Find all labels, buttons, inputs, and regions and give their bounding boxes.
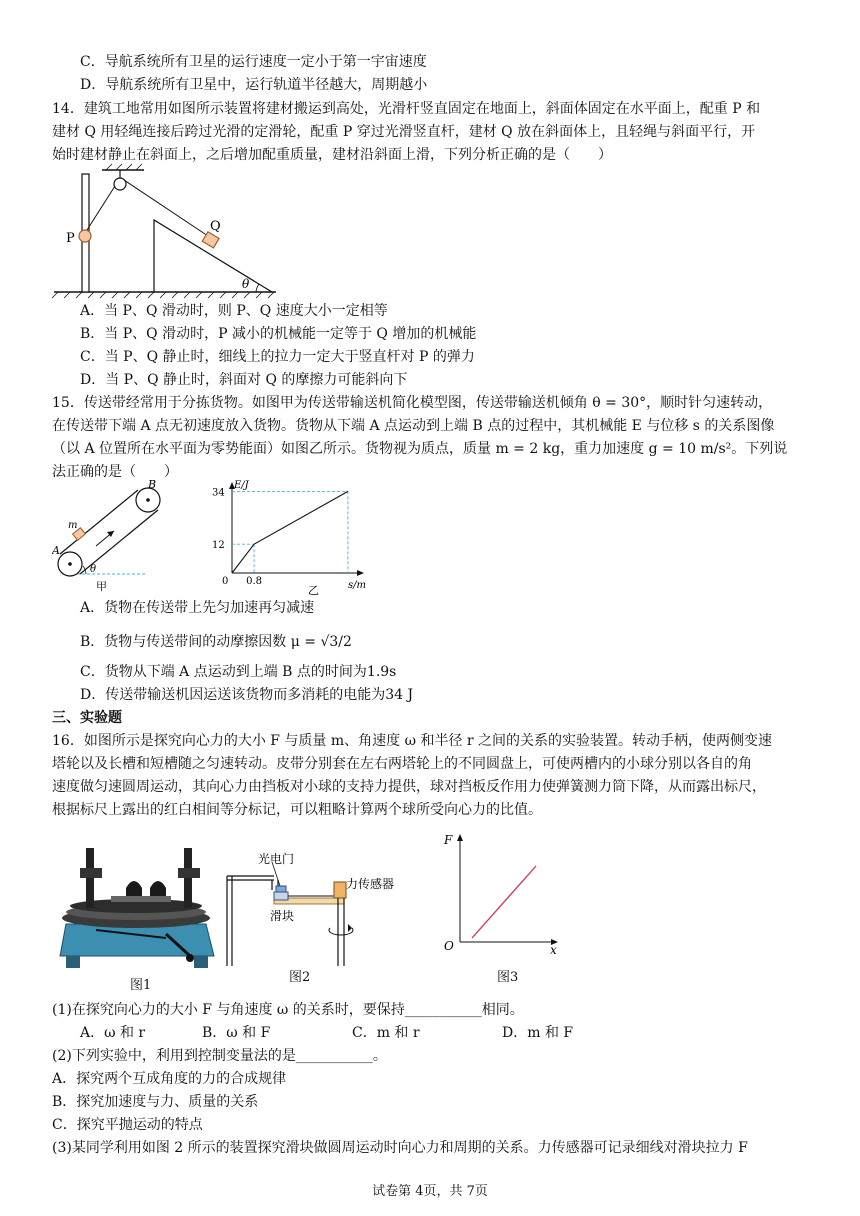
q14-option-d: D．当 P、Q 静止时，斜面对 Q 的摩擦力可能斜向下 — [80, 372, 408, 388]
jia-label-m: m — [68, 520, 78, 531]
fig3-y-label: F — [444, 833, 453, 847]
q13-option-c: C．导航系统所有卫星的运行速度一定小于第一宇宙速度 — [80, 54, 427, 70]
fig1-caption: 图1 — [130, 978, 152, 993]
q16-fig1-apparatus — [56, 838, 226, 972]
fig3-caption: 图3 — [497, 970, 519, 985]
q16-stem-line-3: 速度做匀速圆周运动，其向心力由挡板对小球的支持力提供，球对挡板反作用力使弹簧测力筒下降，从而露出标尺， — [52, 779, 766, 795]
q14-option-c: C．当 P、Q 静止时，细线上的拉力一定大于竖直杆对 P 的弹力 — [80, 349, 475, 365]
q15-stem-line-4: 法正确的是（ ） — [52, 464, 178, 480]
fig2-gate-label: 光电门 — [258, 852, 295, 866]
q14-stem-line-3: 始时建材静止在斜面上，之后增加配重质量，建材沿斜面上滑，下列分析正确的是（ ） — [52, 147, 612, 163]
section-heading: 三、实验题 — [52, 710, 122, 726]
page-footer: 试卷第 4页，共 7页 — [372, 1184, 488, 1199]
fig2-sensor-label: 力传感器 — [346, 877, 395, 891]
q16-stem-line-2: 塔轮以及长槽和短槽随之匀速转动。皮带分别套在左右两塔轮上的不同圆盘上，可使两槽内的小球分别以各自的角 — [52, 756, 752, 772]
fig2-caption: 图2 — [289, 970, 311, 985]
chart-ylabel: E/J — [234, 480, 249, 491]
q15-conveyor-figure — [52, 480, 182, 592]
q14-option-b: B．当 P、Q 滑动时，P 减小的机械能一定等于 Q 增加的机械能 — [80, 326, 477, 342]
q16-stem-line-1: 16．如图所示是探究向心力的大小 F 与质量 m、角速度 ω 和半径 r 之间的关系的实验装置。转动手柄，使两侧变速 — [52, 733, 773, 749]
jia-label-a: A — [52, 544, 60, 557]
q16-sub2-opt-b: B．探究加速度与力、质量的关系 — [52, 1094, 259, 1110]
q15-option-b: B．货物与传送带间的动摩擦因数 μ = √3/2 — [80, 634, 352, 650]
q15-stem-line-2: 在传送带下端 A 点无初速度放入货物。货物从下端 A 点运动到上端 B 点的过程中，其机械能 E 与位移 s 的关系图像 — [52, 418, 775, 434]
chart-y-tick-1: 34 — [212, 487, 225, 499]
fig3-x-label: x — [550, 943, 557, 956]
q14-stem-line-2: 建材 Q 用轻绳连接后跨过光滑的定滑轮，配重 P 穿过光滑竖直杆，建材 Q 放在斜面体上，且轻绳与斜面平行，开 — [52, 124, 756, 140]
q16-sub1-opt-c: C．m 和 r — [352, 1025, 420, 1041]
q14-stem-line-1: 14．建筑工地常用如图所示装置将建材搬运到高处，光滑杆竖直固定在地面上，斜面体固定在水平面上，配重 P 和 — [52, 101, 761, 117]
q16-sub1-opt-a: A．ω 和 r — [80, 1025, 146, 1041]
label-theta: θ — [242, 277, 250, 291]
q16-sub3: (3)某同学利用如图 2 所示的装置探究滑块做圆周运动时向心力和周期的关系。力传感器可记录细线对滑块拉力 F — [52, 1140, 748, 1156]
q16-sub2-opt-a: A．探究两个互成角度的力的合成规律 — [52, 1071, 287, 1087]
chart-x-tick-0: 0.8 — [246, 576, 262, 587]
chart-caption: 乙 — [308, 584, 319, 596]
q16-sub1-opt-b: B．ω 和 F — [202, 1025, 271, 1041]
q15-stem-line-3: （以 A 位置所在水平面为零势能面）如图乙所示。货物视为质点，质量 m = 2 kg，重力加速度 g = 10 m/s²。下列说 — [52, 441, 788, 457]
q15-option-d: D．传送带输送机因运送该货物而多消耗的电能为34 J — [80, 687, 414, 703]
q15-option-a: A．货物在传送带上先匀加速再匀减速 — [80, 600, 315, 616]
q14-option-a: A．当 P、Q 滑动时，则 P、Q 速度大小一定相等 — [80, 303, 388, 319]
q16-sub1-opt-d: D．m 和 F — [502, 1025, 574, 1041]
q16-fig2-rotating-slider — [222, 848, 422, 970]
jia-label-theta: θ — [90, 564, 97, 575]
q16-sub1: (1)在探究向心力的大小 F 与角速度 ω 的关系时，要保持___________相同。 — [52, 1002, 524, 1018]
chart-series-segment-1 — [254, 491, 348, 544]
chart-y-tick-0: 12 — [212, 540, 225, 552]
q15-energy-displacement-chart — [210, 478, 380, 596]
jia-caption: 甲 — [96, 580, 107, 592]
chart-series-segment-0 — [232, 544, 254, 573]
q16-stem-line-4: 根据标尺上露出的红白相间等分标记，可以粗略计算两个球所受向心力的比值。 — [52, 802, 542, 818]
label-q: Q — [210, 219, 221, 234]
q16-fig3-graph — [440, 830, 570, 956]
q13-option-d: D．导航系统所有卫星中，运行轨道半径越大，周期越小 — [80, 77, 428, 93]
q15-stem-line-1: 15．传送带经常用于分拣货物。如图甲为传送带输送机简化模型图，传送带输送机倾角 θ = 30°，顺时针匀速转动， — [52, 395, 773, 411]
fig3-origin: O — [444, 939, 454, 953]
chart-x-arrow — [357, 570, 364, 576]
fig2-block-label: 滑块 — [270, 909, 295, 923]
q15-option-c: C．货物从下端 A 点运动到上端 B 点的时间为1.9s — [80, 664, 397, 680]
label-p: P — [66, 231, 75, 246]
q16-sub2-opt-c: C．探究平抛运动的特点 — [52, 1117, 203, 1133]
q14-pulley-incline-figure — [44, 160, 284, 300]
chart-origin: 0 — [222, 576, 229, 587]
jia-label-b: B — [148, 480, 157, 491]
chart-xlabel: s/m — [348, 580, 366, 591]
q16-sub2: (2)下列实验中，利用到控制变量法的是___________。 — [52, 1048, 387, 1064]
